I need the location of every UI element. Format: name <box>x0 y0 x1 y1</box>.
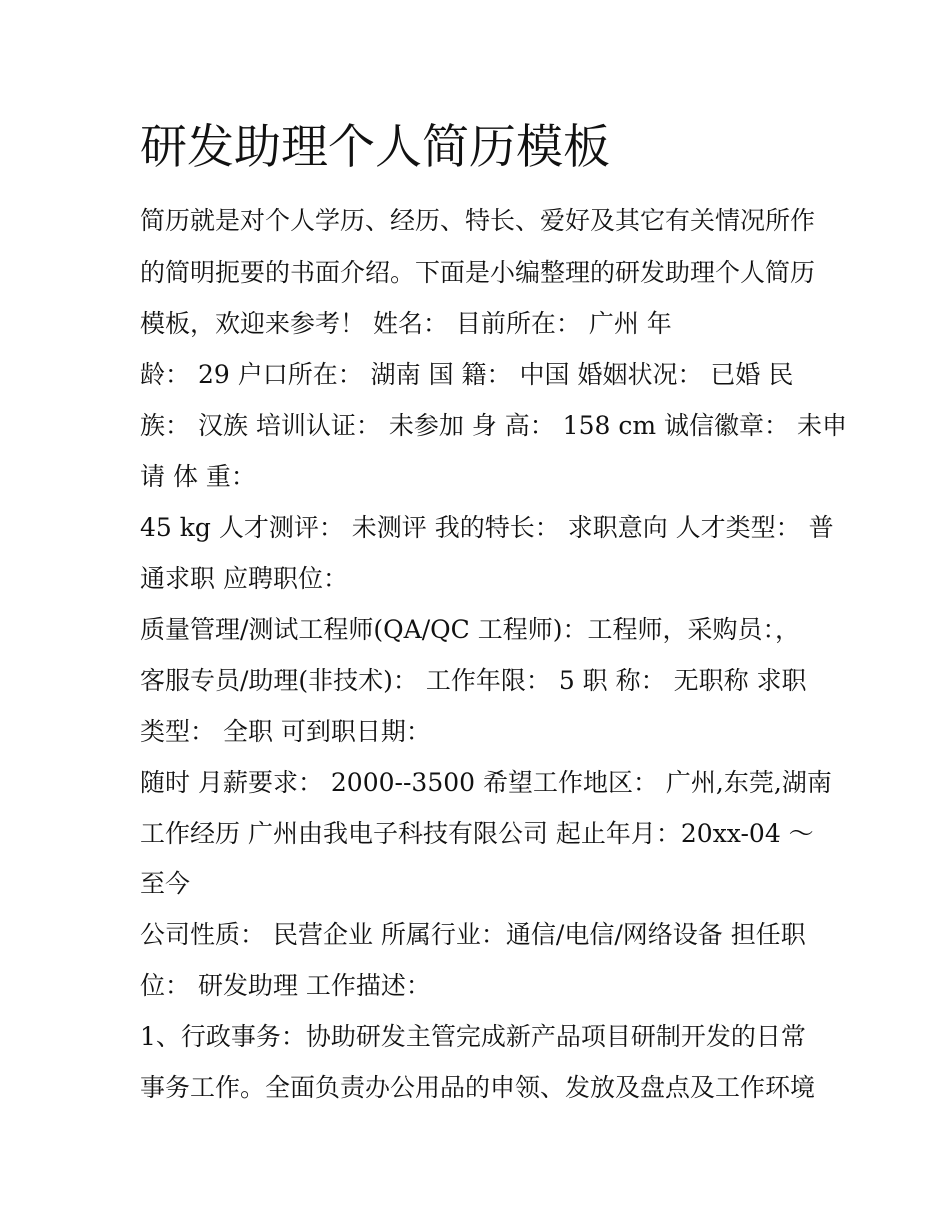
body-line: 通求职 应聘职位： <box>140 564 348 593</box>
body-line: 45 kg 人才测评： 未测评 我的特长： 求职意向 人才类型： 普 <box>140 513 834 542</box>
body-line: 公司性质： 民营企业 所属行业：通信/电信/网络设备 担任职 <box>140 920 806 949</box>
body-line: 的简明扼要的书面介绍。下面是小编整理的研发助理个人简历 <box>140 258 816 287</box>
body-line: 类型： 全职 可到职日期： <box>140 717 431 746</box>
page-title: 研发助理个人简历模板 <box>140 120 610 175</box>
body-line: 至今 <box>140 869 191 898</box>
body-line: 龄： 29 户口所在： 湖南 国 籍： 中国 婚姻状况： 已婚 民 <box>140 360 794 389</box>
body-line: 模板，欢迎来参考！ 姓名： 目前所在： 广州 年 <box>140 309 672 338</box>
body-line: 族： 汉族 培训认证： 未参加 身 高： 158 cm 诚信徽章： 未申 <box>140 411 847 440</box>
body-line: 工作经历 广州由我电子科技有限公司 起止年月：20xx-04 ～ <box>140 819 814 848</box>
body-line: 1、行政事务：协助研发主管完成新产品项目研制开发的日常 <box>140 1022 806 1051</box>
body-line: 位： 研发助理 工作描述： <box>140 971 431 1000</box>
body-line: 事务工作。全面负责办公用品的申领、发放及盘点及工作环境 <box>140 1073 816 1102</box>
body-line: 质量管理/测试工程师(QA/QC 工程师)：工程师，采购员：， <box>140 615 800 644</box>
body-line: 客服专员/助理(非技术)： 工作年限： 5 职 称： 无职称 求职 <box>140 666 807 695</box>
body-line: 简历就是对个人学历、经历、特长、爱好及其它有关情况所作 <box>140 206 816 235</box>
body-line: 随时 月薪要求： 2000--3500 希望工作地区： 广州,东莞,湖南 <box>140 768 832 797</box>
body-line: 请 体 重： <box>140 462 256 491</box>
